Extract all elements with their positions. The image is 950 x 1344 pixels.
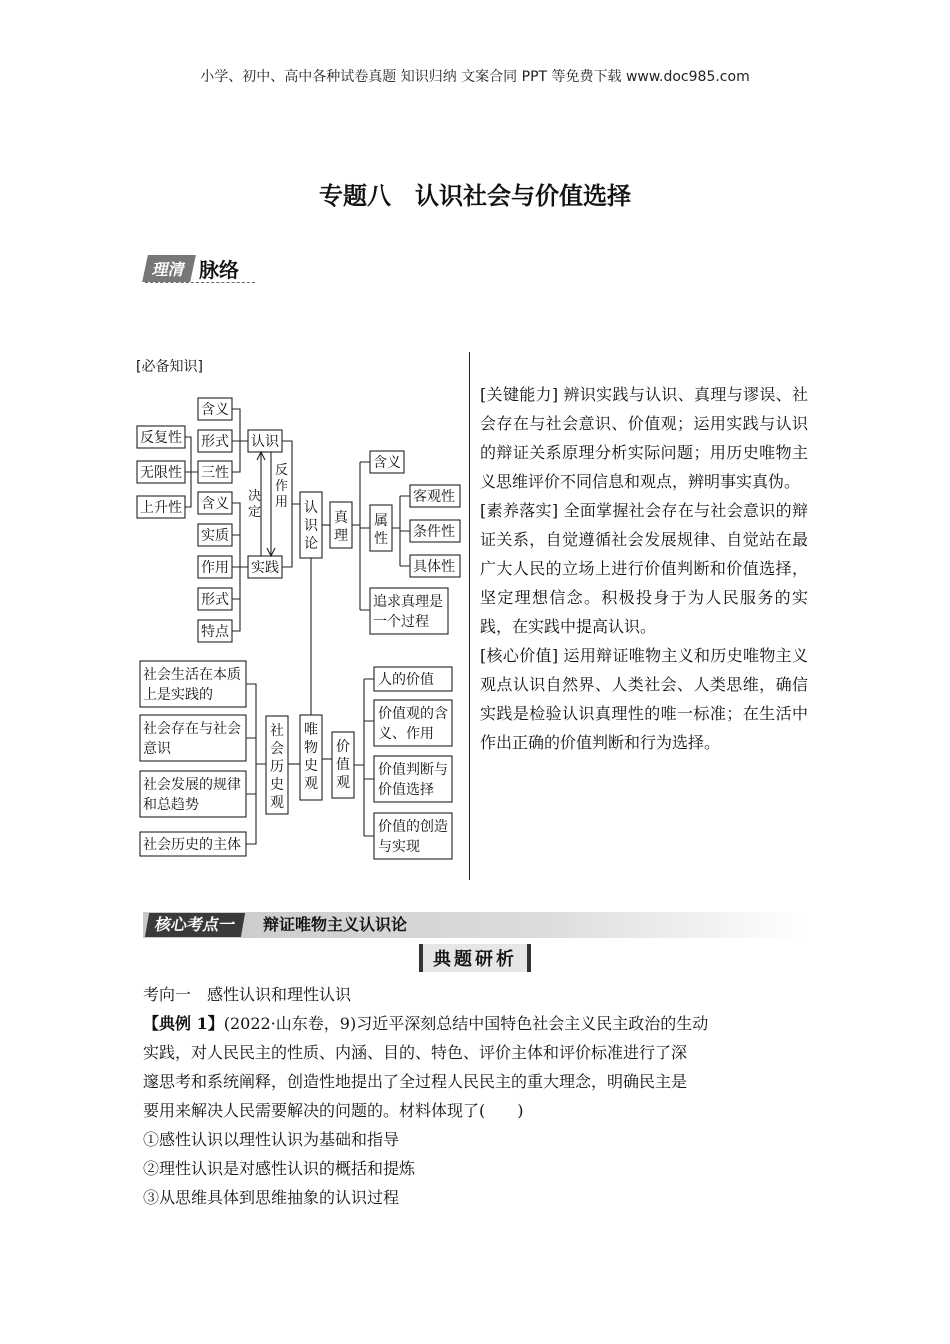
banner-title: 脉络 — [199, 257, 240, 282]
jiazhi-item-3-line-1: 价值判断与 — [378, 762, 448, 778]
renshi-part-2-label: 形式 — [201, 434, 229, 450]
banner-tag: 理清 — [142, 255, 196, 282]
section-banner — [145, 254, 239, 282]
renshi-label: 认识 — [251, 434, 279, 450]
shuxing-item-1-label: 客观性 — [413, 489, 455, 505]
shehui-item-4-label: 社会历史的主体 — [143, 837, 241, 853]
shls-char-3: 历 — [270, 759, 284, 775]
shehui-item-3-line-1: 社会发展的规律 — [143, 777, 241, 793]
example-source: (2022·山东卷，9) — [223, 1014, 357, 1033]
shuxing-item-3-label: 具体性 — [413, 559, 455, 575]
zhuiqiu-line-1: 追求真理是 — [373, 594, 443, 610]
literacy-label: [素养落实] — [480, 501, 559, 520]
jiazhi-item-4-line-2: 与实现 — [378, 839, 420, 855]
wwsg-char-1: 唯 — [304, 722, 318, 738]
example-line-1 — [143, 1009, 808, 1038]
banner-underline — [145, 282, 255, 283]
option-2: ②理性认识是对感性认识的概括和提炼 — [143, 1159, 416, 1178]
shijian-part-1-label: 含义 — [201, 496, 229, 512]
fanzuoyong-char-2: 作 — [275, 479, 289, 494]
shehui-item-3-line-2: 和总趋势 — [143, 797, 199, 813]
jiazhi-item-1-label: 人的价值 — [378, 672, 434, 688]
shijian-part-5-label: 特点 — [201, 624, 229, 640]
juding-char-2: 定 — [248, 505, 262, 520]
dianti-label: 典题研析 — [419, 944, 531, 972]
core-label: [核心价值] — [480, 646, 559, 665]
ability-text: 辨识实践与认识、真理与谬误、社会存在与社会意识、价值观；运用实践与认识的辩证关系原理分析实际问题；用历史唯物主义思维评价不同信息和观点，辨明事实真伪。 — [480, 385, 808, 491]
example-label: 【典例 1】 — [143, 1014, 224, 1033]
example-question — [143, 1009, 808, 1212]
zhenli-char-1: 真 — [334, 510, 348, 526]
shls-char-1: 社 — [270, 723, 284, 739]
page-header: 小学、初中、高中各种试卷真题 知识归纳 文案合同 PPT 等免费下载 www.doc985.com — [200, 69, 750, 85]
page-title: 专题八 认识社会与价值选择 — [319, 181, 631, 210]
shls-char-2: 会 — [270, 741, 284, 757]
shls-char-4: 史 — [270, 777, 284, 793]
zhuiqiu-line-2: 一个过程 — [373, 614, 429, 630]
renshilun-char-3: 论 — [304, 536, 318, 552]
wwsg-char-2: 物 — [304, 740, 318, 756]
shehui-item-2-line-2: 意识 — [143, 741, 171, 757]
ability-label: [关键能力] — [480, 385, 559, 404]
literacy-text: 全面掌握社会存在与社会意识的辩证关系，自觉遵循社会发展规律、自觉站在最广大人民的立场上进行价值判断和价值选择，坚定理想信念。积极投身于为人民服务的实践，在实践中提高认识。 — [480, 501, 808, 636]
literacy-block — [480, 496, 808, 641]
kaodian-tag: 核心考点一 — [145, 913, 245, 937]
shehui-item-1-line-2: 上是实践的 — [143, 687, 213, 703]
wwsg-char-4: 观 — [304, 776, 318, 792]
jiazhi-item-2-line-2: 义、作用 — [378, 726, 434, 742]
ability-block — [480, 380, 808, 496]
jzg-char-2: 值 — [336, 757, 350, 773]
zhenli-hanyi-label: 含义 — [373, 455, 401, 471]
prop-label-3: 上升性 — [140, 500, 182, 516]
wwsg-char-3: 史 — [304, 758, 318, 774]
example-line-2: 实践，对人民民主的性质、内涵、目的、特色、评价主体和评价标准进行了深 — [143, 1043, 688, 1062]
shls-char-5: 观 — [270, 795, 284, 811]
ability-summary — [480, 380, 808, 757]
shijian-part-4-label: 形式 — [201, 592, 229, 608]
dianti-banner — [0, 944, 950, 972]
fanzuoyong-char-3: 用 — [275, 495, 289, 510]
jzg-char-1: 价 — [336, 739, 350, 755]
core-text: 运用辩证唯物主义和历史唯物主义观点认识自然界、人类社会、人类思维，确信实践是检验认识真理性的唯一标准；在生活中作出正确的价值判断和行为选择。 — [480, 646, 808, 752]
shuxing-char-2: 性 — [374, 531, 388, 547]
example-line-4: 要用来解决人民需要解决的问题的。材料体现了( ) — [143, 1101, 524, 1120]
shehui-item-1-line-1: 社会生活在本质 — [143, 667, 241, 683]
jiazhi-item-3-line-2: 价值选择 — [378, 782, 434, 798]
example-line-3: 邃思考和系统阐释，创造性地提出了全过程人民民主的重大理念，明确民主是 — [143, 1072, 688, 1091]
shuxing-item-2-label: 条件性 — [413, 524, 455, 540]
kaoxiang-heading: 考向一 感性认识和理性认识 — [143, 985, 352, 1004]
diagram-heading: [必备知识] — [136, 359, 203, 375]
option-3: ③从思维具体到思维抽象的认识过程 — [143, 1188, 400, 1207]
renshi-part-1-label: 含义 — [201, 402, 229, 418]
renshi-part-3-label: 三性 — [201, 465, 229, 481]
shehui-item-2-line-1: 社会存在与社会 — [143, 721, 241, 737]
example-text-1: 习近平深刻总结中国特色社会主义民主政治的生动 — [356, 1014, 709, 1033]
jiazhi-item-2-line-1: 价值观的含 — [378, 706, 448, 722]
prop-label-1: 反复性 — [140, 430, 182, 446]
fanzuoyong-char-1: 反 — [275, 463, 289, 478]
zhenli-char-2: 理 — [334, 528, 348, 544]
option-1: ①感性认识以理性认识为基础和指导 — [143, 1130, 400, 1149]
shijian-part-2-label: 实质 — [201, 528, 229, 544]
renshilun-char-2: 识 — [304, 518, 318, 534]
shijian-label: 实践 — [251, 560, 279, 576]
jiazhi-item-4-line-1: 价值的创造 — [378, 819, 448, 835]
knowledge-diagram — [130, 350, 475, 880]
kaodian-title: 辩证唯物主义认识论 — [263, 915, 408, 934]
jzg-char-3: 观 — [336, 775, 350, 791]
prop-label-2: 无限性 — [140, 465, 182, 481]
renshilun-char-1: 认 — [304, 500, 318, 516]
core-block — [480, 641, 808, 757]
shijian-part-3-label: 作用 — [201, 560, 229, 576]
shuxing-char-1: 属 — [374, 513, 388, 529]
juding-char-1: 决 — [248, 489, 262, 504]
column-divider — [469, 352, 470, 880]
